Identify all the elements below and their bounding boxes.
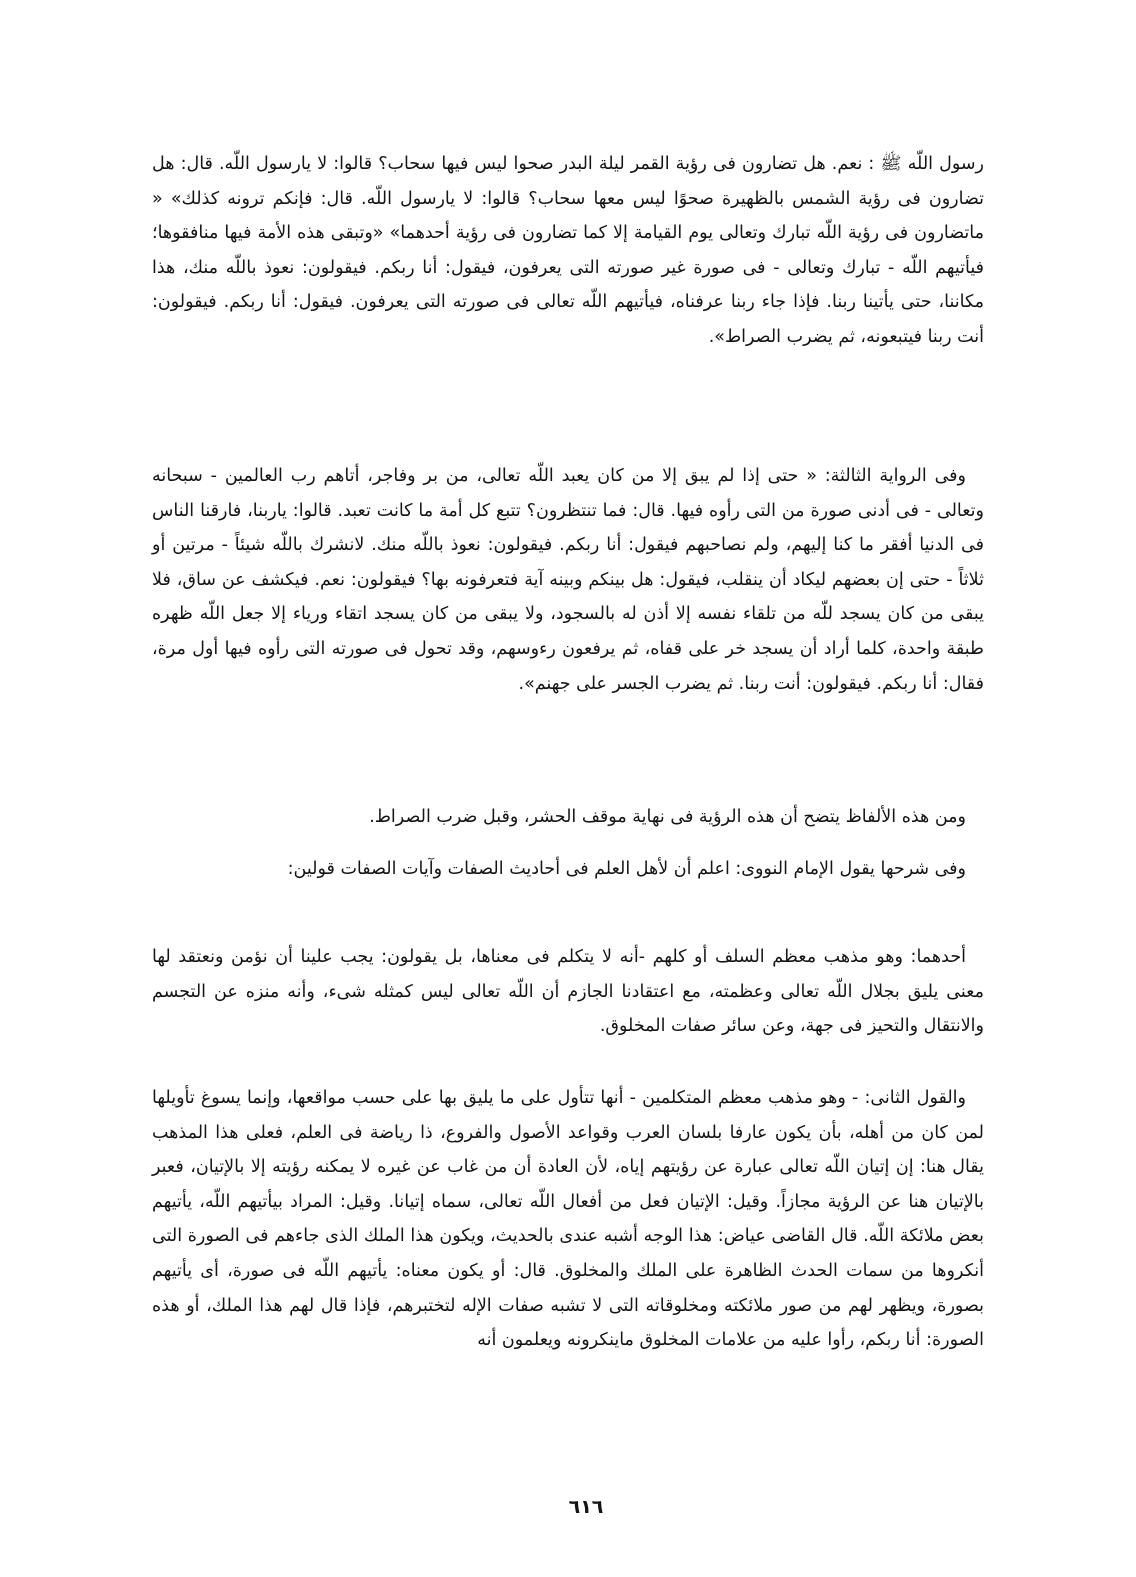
paragraph-nawawi-intro: وفى شرحها يقول الإمام النووى: اعلم أن لأهل العلم فى أحاديث الصفات وآيات الصفات قولين: <box>287 859 966 879</box>
paragraph-first-opinion: أحدهما: وهو مذهب معظم السلف أو كلهم -أنه لا يتكلم فى معناها، بل يقولون: يجب علينا أن نؤمن ونعتقد لها معنى يليق بجلال اللّه تعالى وعظمته، مع اعتقادنا الجازم أن اللّه تعالى ليس كمثله شىء، وأنه منزه عن التجسم والانتقال والتحيز فى جهة، وعن سائر صفات المخلوق. <box>152 947 984 1037</box>
paragraph-third-narration: وفى الرواية الثالثة: « حتى إذا لم يبق إلا من كان يعبد اللّه تعالى، من بر وفاجر، أتاهم رب العالمين - سبحانه وتعالى - فى أدنى صورة من التى رأوه فيها. قال: فما تنتظرون؟ تتبع كل أمة ما كانت تعبد. قالوا: ياربنا، فارقنا الناس فى الدنيا أفقر ما كنا إليهم، ولم نصاحبهم فيقول: أنا ربكم. فيقولون: نعوذ باللّه منك. لانشرك باللّه شيئاً - مرتين أو ثلاثاً - حتى إن بعضهم ليكاد أن ينقلب، فيقول: هل بينكم وبينه آية فتعرفونه بها؟ فيقولون: نعم. فيكشف عن ساق، فلا يبقى من كان يسجد للّه من تلقاء نفسه إلا أذن له بالسجود، ولا يبقى من كان يسجد اتقاء ورياء إلا جعل اللّه ظهره طبقة واحدة، كلما أراد أن يسجد خر على قفاه، ثم يرفعون رءوسهم، وقد تحول فى صورته التى رأوه فيها أول مرة، فقال: أنا ربكم. فيقولون: أنت ربنا. ثم يضرب الجسر على جهنم». <box>152 466 984 694</box>
paragraph-conclusion: ومن هذه الألفاظ يتضح أن هذه الرؤية فى نهاية موقف الحشر، وقبل ضرب الصراط. <box>369 807 966 827</box>
paragraph-hadith-continuation: رسول اللّه ﷺ : نعم. هل تضارون فى رؤية القمر ليلة البدر صحوا ليس فيها سحاب؟ قالوا: لا يارسول اللّه. قال: هل تضارون فى رؤية الشمس بالظهيرة صحوًا ليس معها سحاب؟ قالوا: لا يارسول اللّه. قال: فإنكم ترونه كذلك» « ماتضارون فى رؤية اللّه تبارك وتعالى يوم القيامة إلا كما تضارون فى رؤية أحدهما» «وتبقى هذه الأمة فيها منافقوها؛ فيأتيهم اللّه - تبارك وتعالى - فى صورة غير صورته التى يعرفون، فيقول: أنا ربكم. فيقولون: نعوذ باللّه منك، هذا مكاننا، حتى يأتينا ربنا. فإذا جاء ربنا عرفناه، فيأتيهم اللّه تعالى فى صورته التى يعرفون. فيقول: أنا ربكم. فيقولون: أنت ربنا فيتبعونه، ثم يضرب الصراط». <box>152 154 984 347</box>
paragraph-second-opinion: والقول الثانى: - وهو مذهب معظم المتكلمين - أنها تتأول على ما يليق بها على حسب مواقعها، وإنما يسوغ تأويلها لمن كان من أهله، بأن يكون عارفا بلسان العرب وقواعد الأصول والفروع، ذا رياضة فى العلم، فعلى هذا المذهب يقال هنا: إن إتيان اللّه تعالى عبارة عن رؤيتهم إياه، لأن العادة أن من غاب عن غيره لا يمكنه رؤيته إلا بالإتيان، فعبر بالإتيان هنا عن الرؤية مجازاً. وقيل: الإتيان فعل من أفعال اللّه تعالى، سماه إتيانا. وقيل: المراد بيأتيهم اللّه، يأتيهم بعض ملائكة اللّه. قال القاضى عياض: هذا الوجه أشبه عندى بالحديث، ويكون هذا الملك الذى جاءهم فى الصورة التى أنكروها من سمات الحدث الظاهرة على الملك والمخلوق. قال: أو يكون معناه: يأتيهم اللّه فى صورة، أى يأتيهم بصورة، ويظهر لهم من صور ملائكته ومخلوقاته التى لا تشبه صفات الإله لتختبرهم، فإذا قال لهم هذا الملك، أو هذه الصورة: أنا ربكم، رأوا عليه من علامات المخلوق ماينكرونه ويعلمون أنه <box>152 1088 984 1351</box>
page-number: ٦١٦ <box>568 1496 604 1518</box>
